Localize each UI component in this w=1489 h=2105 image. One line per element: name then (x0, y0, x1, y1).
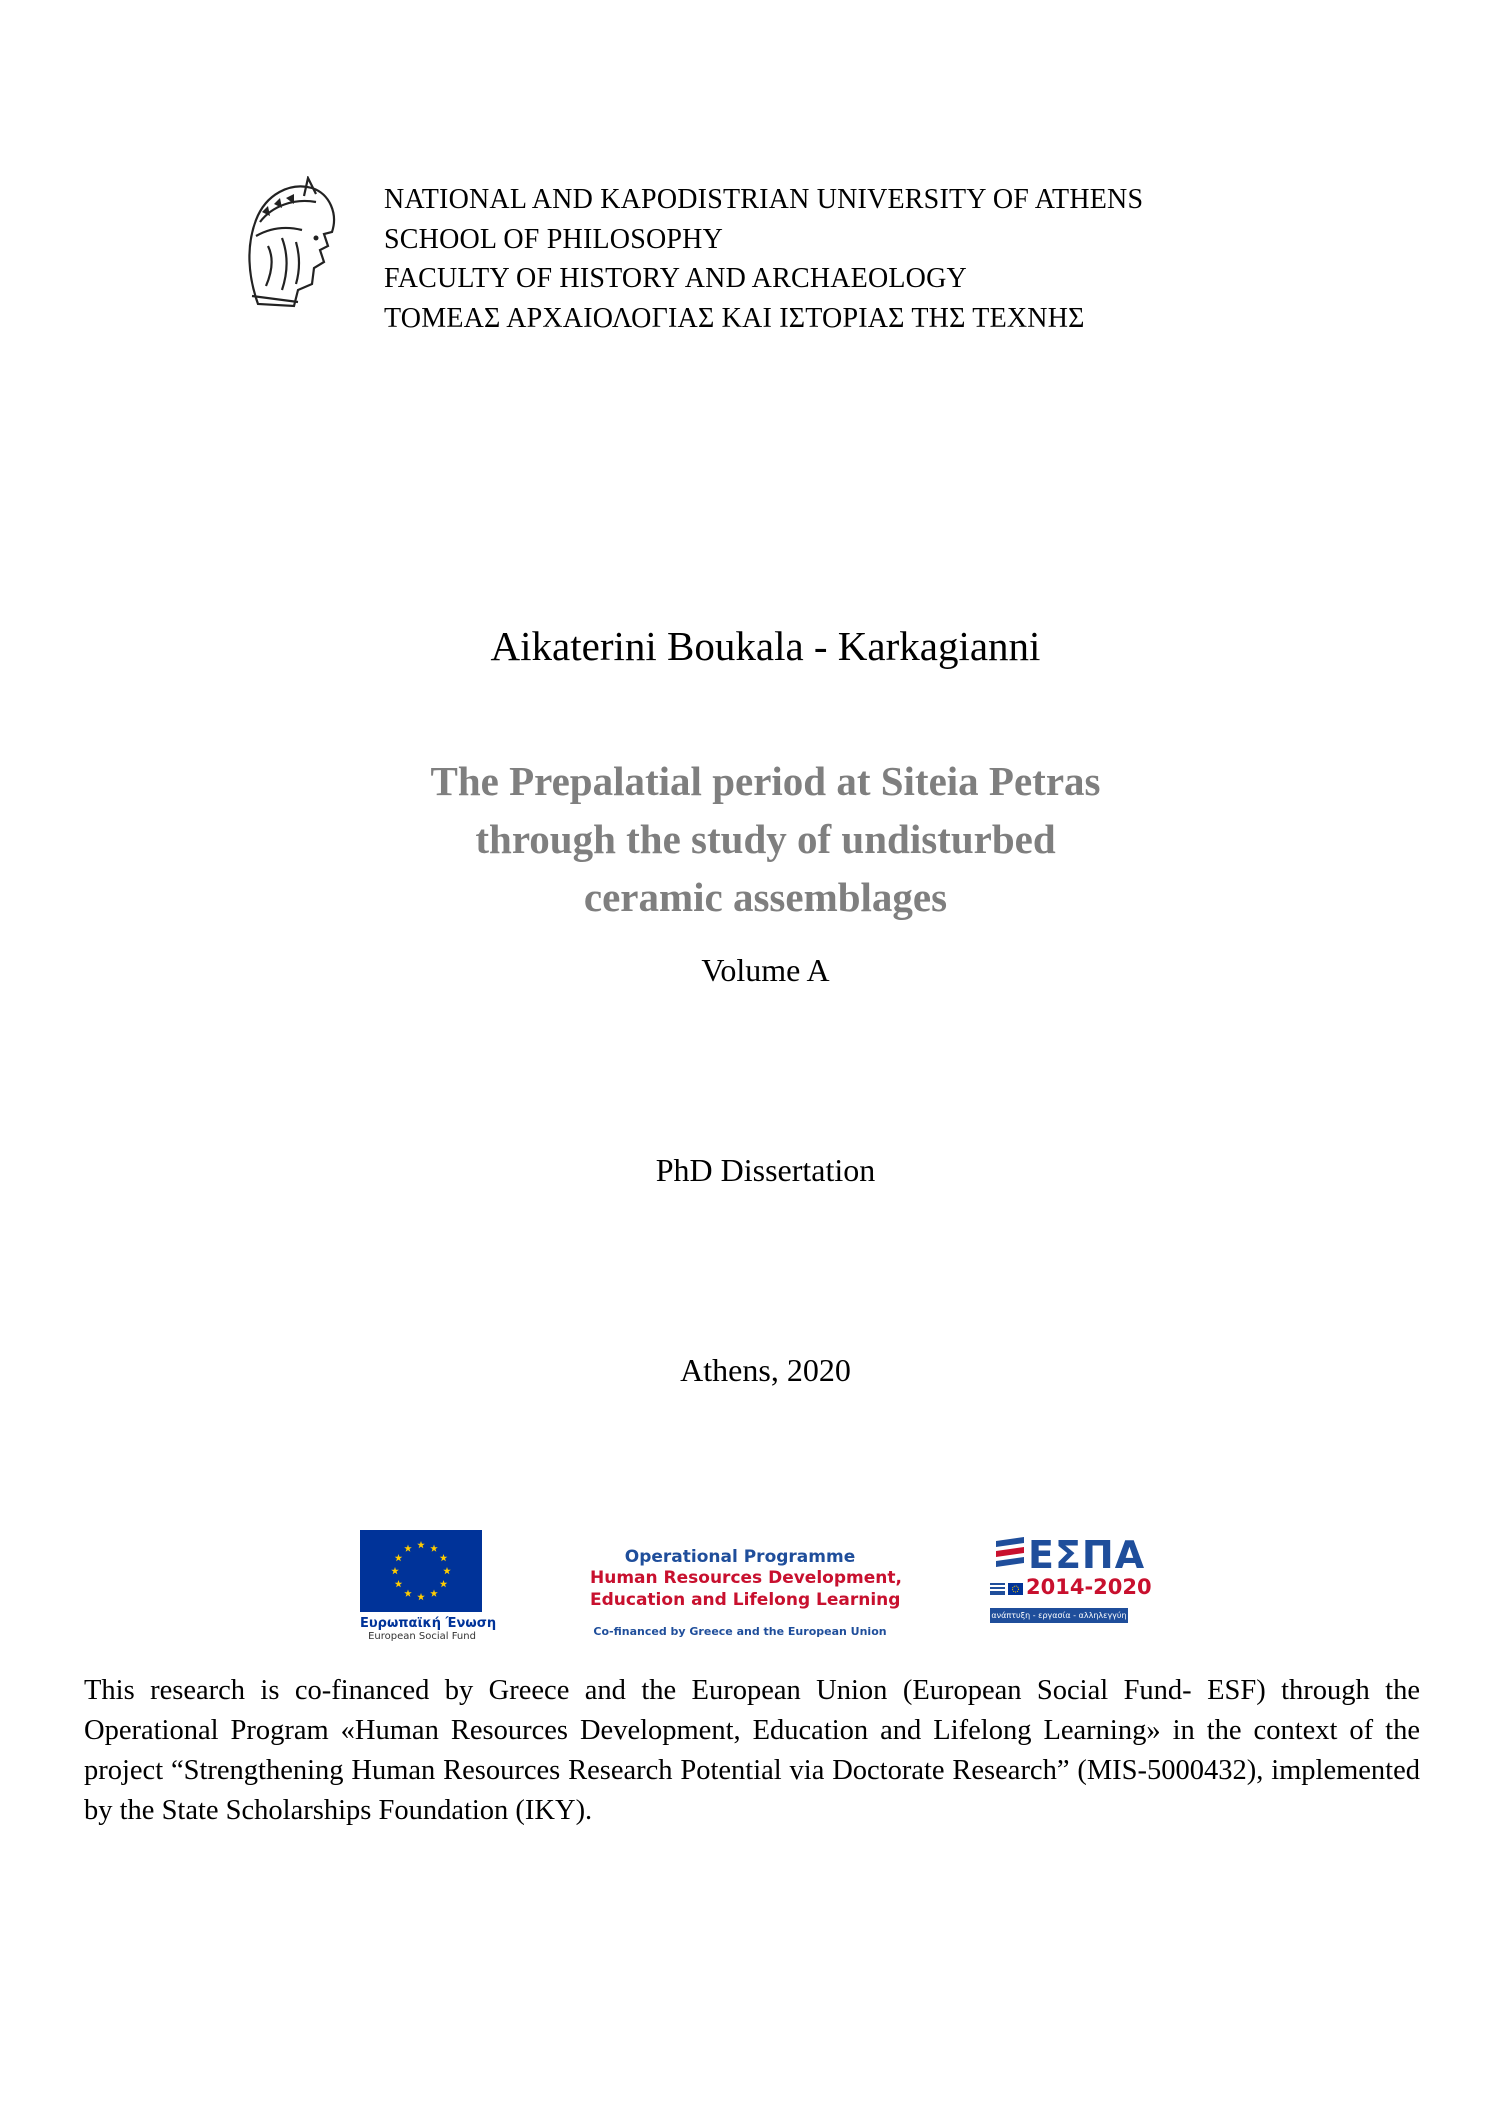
eu-star-icon (430, 1544, 438, 1551)
author-name: Aikaterini Boukala - Karkagianni (490, 623, 1041, 669)
op-cofinanced-line: Co-financed by Greece and the European Union (593, 1625, 887, 1638)
document-type: PhD Dissertation (655, 1152, 876, 1188)
eu-subcaption: European Social Fund (368, 1631, 476, 1642)
op-line: Operational Programme (624, 1547, 856, 1567)
eu-star-icon (440, 1580, 448, 1587)
place-and-year: Athens, 2020 (680, 1352, 851, 1388)
university-name: NATIONAL AND KAPODISTRIAN UNIVERSITY OF ATHENS (384, 184, 1144, 215)
title-line: through the study of undisturbed (475, 816, 1056, 862)
faculty-name: FACULTY OF HISTORY AND ARCHAEOLOGY (384, 263, 967, 294)
op-line: Education and Lifelong Learning (590, 1590, 901, 1610)
espa-wordmark: ΕΣΠΑ (1028, 1533, 1146, 1577)
eu-star-icon (440, 1554, 448, 1561)
school-name: SCHOOL OF PHILOSOPHY (384, 223, 724, 255)
dissertation-title (0, 752, 1489, 926)
institution-header (384, 180, 1143, 338)
department-name: ΤΟΜΕΑΣ ΑΡΧΑΙΟΛΟΓΙΑΣ ΚΑΙ ΙΣΤΟΡΙΑΣ ΤΗΣ ΤΕΧΝΗΣ (384, 302, 1085, 334)
eu-star-icon (404, 1544, 412, 1551)
espa-tagline: ανάπτυξη - εργασία - αλληλεγγύη (990, 1608, 1128, 1623)
title-line: The Prepalatial period at Siteia Petras (430, 758, 1101, 804)
eu-star-icon (443, 1567, 451, 1574)
espa-stripes-icon (990, 1537, 1026, 1571)
operational-programme-logo (590, 1547, 902, 1638)
eu-flag-icon (360, 1530, 482, 1612)
eu-star-icon (391, 1567, 399, 1574)
eu-star-icon (404, 1590, 412, 1597)
eu-star-icon (395, 1554, 403, 1561)
op-line: Human Resources Development, (590, 1568, 902, 1588)
eu-star-icon (417, 1593, 425, 1600)
espa-years: 2014-2020 (1026, 1575, 1152, 1599)
volume-label: Volume A (701, 952, 830, 988)
eu-logo (360, 1530, 497, 1648)
eu-star-icon (417, 1541, 425, 1548)
eu-star-icon (430, 1590, 438, 1597)
eu-star-icon (395, 1580, 403, 1587)
funding-statement: This research is co-financed by Greece and the European Union (European Social Fund- ESF) through the Operational Program «Human Resources Development, Education and Lifelong Learning» in the context of the project “Strengthening Human Resources Research Potential via Doctorate Research” (MIS-5000432), implemented by the State Scholarships Foundation (IKY). (84, 1675, 1420, 1826)
athena-head-crest-icon (238, 176, 344, 318)
greece-eu-flags-icon (990, 1579, 1024, 1601)
eu-caption: Ευρωπαϊκή Ένωση (360, 1616, 497, 1631)
title-line: ceramic assemblages (583, 874, 948, 920)
